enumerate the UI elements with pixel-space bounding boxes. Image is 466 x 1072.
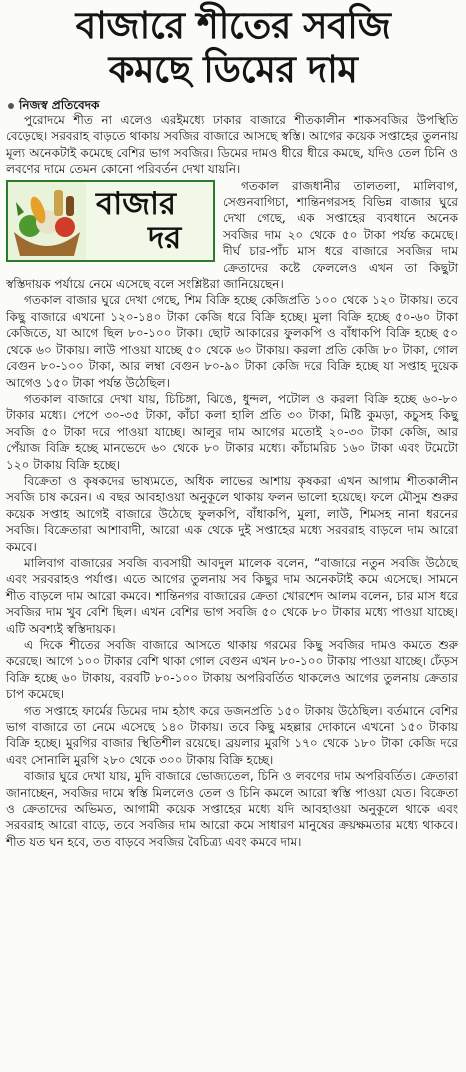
vegetables-basket-icon	[8, 182, 86, 260]
paragraph-4: গতকাল বাজারে দেখা যায়, চিচিঙ্গা, ঝিঙে, ধুন্দল, পটোল ও করলা বিক্রি হচ্ছে ৬০-৮০ টাকার মধ্যে। পেপে ৩০-৩৫ টাকা, কাঁচা কলা হালি প্রতি ৩০ টাকা, মিষ্টি কুমড়া, কচুসহ কিছু সবজি ৫০ টাকা দরে পাওয়া যাচ্ছে। আলুর দাম আগের মতোই ২০-৩০ টাকা কেজি, আর পেঁয়াজ বিক্রি হচ্ছে মানভেদে ৬০ থেকে ৮০ টাকার মধ্যে। কাঁচামরিচ ১৬০ টাকা এবং টমেটো ১২০ টাকায় বিক্রি হচ্ছে।	[6, 391, 458, 472]
byline-text: নিজস্ব প্রতিবেদক	[19, 98, 100, 112]
headline-line-1: বাজারে শীতের সবজি	[75, 4, 391, 47]
paragraph-5: বিক্রেতা ও কৃষকদের ভাষ্যমতে, অধিক লাভের আশায় কৃষকরা এখন আগাম শীতকালীন সবজি চাষ করেন। এ বছর আবহাওয়া অনুকূলে থাকায় ফলন ভালো হয়েছে। ফলে মৌসুম শুরুর কয়েক সপ্তাহ আগেই বাজারে উঠেছে ফুলকপি, বাঁধাকপি, মুলা, লাউ, শিমসহ নানা ধরনের সবজি। বিক্রেতারা আশাবাদী, আরো এক থেকে দুই সপ্তাহের মধ্যে সরবরাহ বাড়লে দাম আরো কমবে।	[6, 473, 458, 554]
paragraph-7: এ দিকে শীতের সবজি বাজারে আসতে থাকায় গরমের কিছু সবজির দামও কমতে শুরু করেছে। আগে ১০০ টাকার বেশি থাকা গোল বেগুন এখন ৮০-১০০ টাকায় পাওয়া যাচ্ছে। ঢেঁড়স বিক্রি হচ্ছে ৬০ টাকায়, বরবটি ৮০-১০০ টাকায় অপরিবর্তিত থাকলেও আগের তুলনায় ক্রেতার চাপ কমেছে।	[6, 638, 458, 702]
headline	[0, 4, 466, 92]
paragraph-6: মালিবাগ বাজারের সবজি ব্যবসায়ী আবদুল মালেক বলেন, “বাজারে নতুন সবজি উঠেছে এবং সরবরাহও পর্যাপ্ত। এতে আগের তুলনায় সব কিছুর দাম অনেকটাই কমে এসেছে। সামনে শীত বাড়লে দাম আরো কমবে। শান্তিনগর বাজারের ক্রেতা খোরশেদ আলম বলেন, চার মাস ধরে সবজির দাম খুব বেশি ছিল। এখন বেশির ভাগ সবজি ৫০ থেকে ৮০ টাকার মধ্যে পাওয়া যাচ্ছে। এটি অবশ্যই স্বস্তিদায়ক।	[6, 555, 458, 636]
paragraph-8: গত সপ্তাহে ফার্মের ডিমের দাম হঠাৎ করে ডজনপ্রতি ১৫০ টাকায় উঠেছিল। বর্তমানে বেশির ভাগ বাজারে তা নেমে এসেছে ১৪০ টাকায়। তবে কিছু মহল্লার দোকানে এখনো ১৫০ টাকায় বিক্রি হচ্ছে। মুরগির বাজার স্থিতিশীল রয়েছে। ব্রয়লার মুরগি ১৭০ থেকে ১৮০ টাকা কেজি দরে এবং সোনালি মুরগি ২৮০ থেকে ৩০০ টাকায় বিক্রি হচ্ছে।	[6, 703, 458, 767]
paragraph-9: বাজার ঘুরে দেখা যায়, মুদি বাজারে ভোজ্যতেল, চিনি ও লবণের দাম অপরিবর্তিত। ক্রেতারা জানাচ্ছেন, সবজির দামে স্বস্তি মিললেও তেল ও চিনি কমলে আরো স্বস্তি পাওয়া যেত। বিক্রেতা ও ক্রেতাদের অভিমত, আগামী কয়েক সপ্তাহের মধ্যে যদি আবহাওয়া অনুকূলে থাকে এবং সরবরাহ আরো বাড়ে, তবে সবজির দাম আরো কমে সাধারণ মানুষের ক্রয়ক্ষমতার মধ্যে থাকবে। শীত যত ঘন হবে, তত বাড়বে সবজির বৈচিত্র্য এবং কমবে দাম।	[6, 769, 458, 849]
paragraph-1: পুরোদমে শীত না এলেও এরইমধ্যে ঢাকার বাজারে শীতকালীন শাকসবজির উপস্থিতি বেড়েছে। সরবরাহ বাড়তে থাকায় সবজির বাজারে আসছে স্বস্তি। আগের কয়েক সপ্তাহের তুলনায় মূল্য অনেকটাই কমেছে বেশির ভাগ সবজির। ডিমের দামও ধীরে ধীরে কমছে, যদিও তেল চিনি ও লবণের দামে তেমন কোনো পরিবর্তন দেখা যায়নি।	[6, 113, 458, 177]
article-body	[6, 112, 458, 850]
headline-line-2: কমছে ডিমের দাম	[108, 48, 358, 91]
logo-word-2: দর	[148, 219, 182, 256]
logo-word-1: বাজার	[96, 185, 177, 222]
paragraph-2: গতকাল রাজধানীর তালতলা, মালিবাগ, সেগুনবাগিচা, শান্তিনগরসহ বিভিন্ন বাজার ঘুরে দেখা গেছে, এক সপ্তাহের ব্যবধানে অনেক সবজির দাম ২০ থেকে ৫০ টাকা পর্যন্ত কমেছে। দীর্ঘ চার-পাঁচ মাস ধরে বাজারে সবজির দাম ক্রেতাদের কষ্টে ফেললেও এখন তা কিছুটা স্বস্তিদায়ক পর্যায়ে নেমে এসেছে বলে সংশ্লিষ্টরা জানিয়েছেন।	[6, 178, 458, 292]
bazar-dor-logo	[6, 180, 215, 262]
paragraph-3: গতকাল বাজার ঘুরে দেখা গেছে, শিম বিক্রি হচ্ছে কেজিপ্রতি ১০০ থেকে ১২০ টাকায়। তবে কিছু বাজারে এখনো ১২০-১৪০ টাকা কেজি ধরে বিক্রি হচ্ছে। মুলা বিক্রি হচ্ছে ৫০-৬০ টাকা কেজিতে, যা আগে ছিল ৮০-১০০ টাকা। ছোট আকারের ফুলকপি ও বাঁধাকপি বিক্রি হচ্ছে ৫০ থেকে ৬০ টাকায়। লাউ পাওয়া যাচ্ছে ৫০ থেকে ৬০ টাকায়। করলা প্রতি কেজি ৮০ টাকা, গোল বেগুন ৮০-১০০ টাকা, আর লম্বা বেগুন ৮০-৯০ টাকা কেজি দরে বিক্রি হচ্ছে যা সপ্তাহ দুয়েক আগেও ১৫০ টাকা পর্যন্ত উঠেছিল।	[6, 293, 458, 390]
bullet-icon	[8, 103, 14, 109]
